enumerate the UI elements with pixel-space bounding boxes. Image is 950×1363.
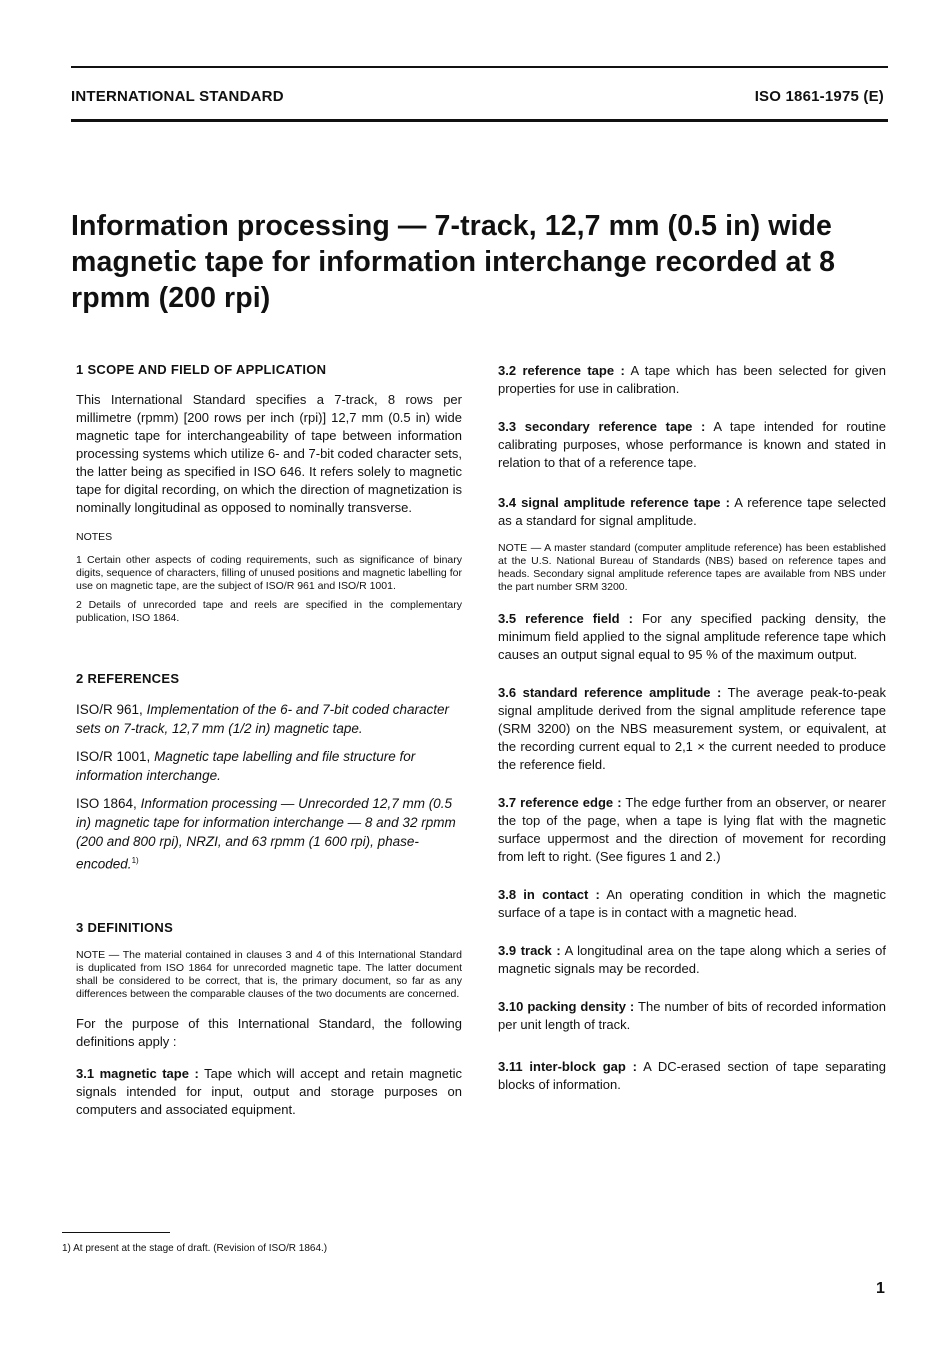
definition-term: packing density : xyxy=(527,999,635,1014)
definition-term: magnetic tape : xyxy=(99,1065,199,1081)
definition-number: 3.10 xyxy=(498,999,524,1014)
definition-text: The number of bits of recorded information per unit length of track. xyxy=(498,999,886,1032)
definition-text: A longitudinal area on the tape along which a series of magnetic signals may be recorded. xyxy=(498,943,886,976)
document-title: Information processing — 7-track, 12,7 mm (0.5 in) wide magnetic tape for information interchange recorded at 8 rpmm (200 rpi) xyxy=(71,210,836,314)
footnote-mark: 1) xyxy=(131,856,139,865)
section-3-note: NOTE — The material contained in clauses 3 and 4 of this International Standard is duplicated from ISO 1864 for unrecorded magnetic tape. The latter document shall be considered to be correct, that is, the primary document, so far as any differences between the comparable clauses of the two documents are concerned. xyxy=(76,948,462,1000)
reference-code: ISO 1864, xyxy=(76,796,137,811)
header-bottom-rule xyxy=(71,119,888,122)
definition-number: 3.7 xyxy=(498,795,517,810)
section-1-paragraph: This International Standard specifies a 7-track, 8 rows per millimetre (rpmm) [200 rows per inch (rpi)] 12,7 mm (0.5 in) wide magnetic tape for interchangeability of tape between information processing systems which utilize 6- and 7-bit coded character sets, the latter being as specified in ISO 646. It refers solely to magnetic tape for digital recording, on which the direction of magnetization is nominally longitudinal as opposed to nominally transverse. xyxy=(76,392,462,515)
definition-term: standard reference amplitude : xyxy=(522,685,722,700)
notes-heading: NOTES xyxy=(76,531,113,543)
definition-term: reference tape : xyxy=(522,363,625,378)
section-3-intro: For the purpose of this International Standard, the following definitions apply : xyxy=(76,1015,462,1049)
definition-text: A tape which has been selected for given properties for use in calibration. xyxy=(498,363,887,396)
definition-number: 3.3 xyxy=(498,419,517,434)
header-left: INTERNATIONAL STANDARD xyxy=(71,88,284,105)
definition-3-8 xyxy=(498,886,886,922)
definition-text: A tape intended for routine calibrating purposes, whose performance is known and stated in relation to that of a reference tape. xyxy=(498,419,886,470)
left-column xyxy=(76,362,462,1119)
definition-3-7 xyxy=(498,794,886,866)
definition-number: 3.11 xyxy=(498,1059,523,1074)
definition-number: 3.9 xyxy=(498,943,517,958)
definition-3-5 xyxy=(498,610,886,664)
definition-number: 3.8 xyxy=(498,887,517,902)
definition-term: reference edge : xyxy=(520,795,622,810)
definition-term: in contact : xyxy=(523,887,600,902)
definition-number: 3.6 xyxy=(498,685,517,700)
definition-number: 3.2 xyxy=(498,363,517,378)
section-1-heading: 1 SCOPE AND FIELD OF APPLICATION xyxy=(76,362,327,377)
definition-text: A reference tape selected as a standard for signal amplitude. xyxy=(498,495,886,528)
definition-3-9 xyxy=(498,942,886,978)
definition-number: 3.1 xyxy=(76,1065,95,1081)
definition-text: Tape which will accept and retain magnetic signals intended for input, output and storage purposes on computers and associated equipment. xyxy=(76,1065,462,1117)
definition-text: An operating condition in which the magnetic surface of a tape is in contact with a magnetic head. xyxy=(498,887,886,920)
definition-text: The average peak-to-peak signal amplitude derived from the signal amplitude reference tape (SRM 3200) on the NBS measurement system, or equivalent, at the recording current equal to 2,1 × the current needed to produce the reference field. xyxy=(498,685,886,772)
note-2: 2 Details of unrecorded tape and reels are specified in the complementary publication, ISO 1864. xyxy=(76,599,462,624)
footnote: 1) At present at the stage of draft. (Revision of ISO/R 1864.) xyxy=(62,1243,328,1254)
note-1: 1 Certain other aspects of coding requirements, such as significance of binary digits, sequence of characters, filling of unused positions and magnetic labelling for use on magnetic tape, are the subject of ISO/R 961 and ISO/R 1001. xyxy=(76,554,462,592)
right-column xyxy=(498,362,886,1094)
section-3-heading: 3 DEFINITIONS xyxy=(76,919,174,935)
reference-title: Magnetic tape labelling and file structure for information interchange. xyxy=(76,749,416,783)
definition-3-11 xyxy=(498,1058,886,1094)
definition-text: For any specified packing density, the minimum field applied to the signal amplitude reference tape which causes an output signal equal to 95 % of the maximum output. xyxy=(498,611,886,662)
definition-term: track : xyxy=(520,943,561,958)
page-number: 1 xyxy=(876,1280,885,1297)
reference-code: ISO/R 1001, xyxy=(76,749,151,764)
definition-number: 3.5 xyxy=(498,611,517,626)
definition-3-10 xyxy=(498,998,886,1034)
definition-3-4 xyxy=(498,494,886,530)
definition-3-2 xyxy=(498,362,886,398)
definition-3-1 xyxy=(76,1065,462,1119)
definition-text: A DC-erased section of tape separating blocks of information. xyxy=(498,1059,886,1092)
definition-number: 3.4 xyxy=(498,495,517,510)
section-2-heading: 2 REFERENCES xyxy=(76,671,180,686)
footnote-rule xyxy=(62,1232,170,1233)
definition-text: The edge further from an observer, or nearer the top of the page, when a tape is lying flat with the magnetic surface uppermost and the direction of movement for recording from left to right. (See figures 1 and 2.) xyxy=(498,795,886,864)
reference-title: Information processing — Unrecorded 12,7 mm (0.5 in) magnetic tape for information interchange — 8 and 32 rpmm (200 and 800 rpi), NRZI, and 63 rpmm (1 600 rpi), phase-encoded. xyxy=(76,796,456,872)
reference-iso-r-1001 xyxy=(76,747,462,785)
reference-iso-1864 xyxy=(76,794,462,874)
header-top-rule xyxy=(71,66,888,68)
definition-term: signal amplitude reference tape : xyxy=(521,495,730,510)
reference-iso-r-961 xyxy=(76,700,462,738)
definition-3-6 xyxy=(498,684,886,774)
reference-title: Implementation of the 6- and 7-bit coded character sets on 7-track, 12,7 mm (1/2 in) magnetic tape. xyxy=(76,702,449,736)
header-right: ISO 1861-1975 (E) xyxy=(754,88,884,105)
reference-code: ISO/R 961, xyxy=(76,702,143,717)
definition-term: secondary reference tape : xyxy=(524,419,706,434)
definition-3-4-note: NOTE — A master standard (computer amplitude reference) has been established at the U.S. National Bureau of Standards (NBS) based on reference tapes and heads. Secondary signal amplitude reference tapes are available from NBS under the part number SRM 3200. xyxy=(498,542,886,593)
definition-term: reference field : xyxy=(525,611,633,626)
definition-3-3 xyxy=(498,418,886,472)
definition-term: inter-block gap : xyxy=(529,1059,637,1074)
